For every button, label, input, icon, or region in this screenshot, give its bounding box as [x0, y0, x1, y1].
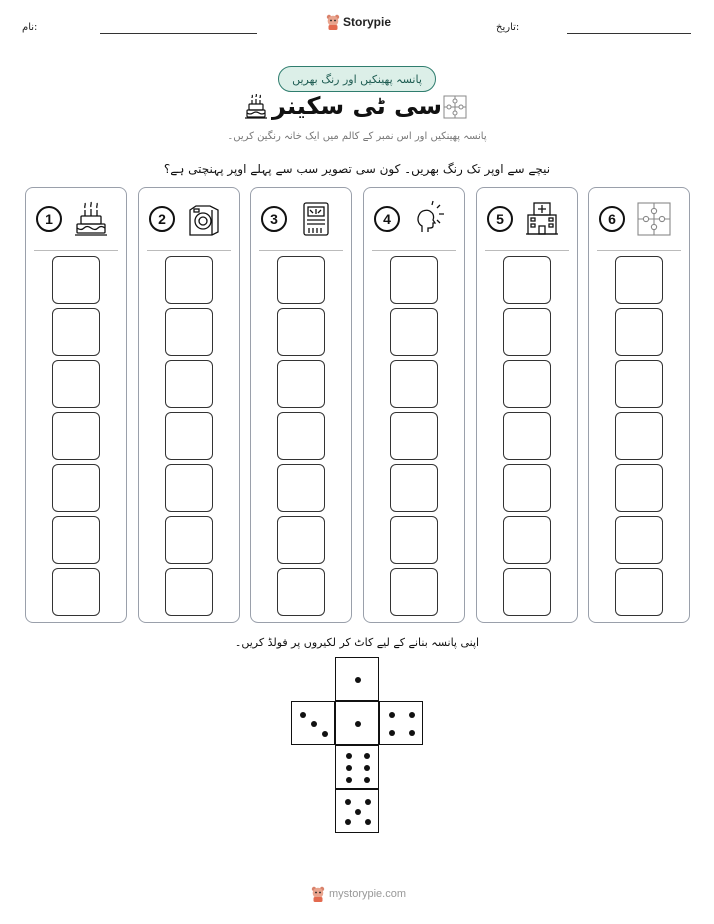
footer — [311, 886, 406, 902]
bear-mascot-icon — [326, 14, 340, 30]
color-cell[interactable] — [165, 516, 213, 564]
dice-pip — [346, 753, 352, 759]
name-label: نام: — [22, 22, 38, 33]
page-title: سی ٹی سکینر — [272, 92, 442, 120]
color-cell[interactable] — [52, 412, 100, 460]
color-cell[interactable] — [503, 568, 551, 616]
color-cell[interactable] — [390, 360, 438, 408]
hospital-icon — [523, 200, 561, 238]
color-cell[interactable] — [277, 412, 325, 460]
date-line[interactable] — [567, 33, 691, 34]
dice-pip — [365, 819, 371, 825]
color-cell[interactable] — [503, 516, 551, 564]
dice-pip — [346, 777, 352, 783]
color-cell[interactable] — [165, 568, 213, 616]
dice-pip — [364, 765, 370, 771]
color-cell[interactable] — [503, 360, 551, 408]
color-cell[interactable] — [52, 464, 100, 512]
color-cell[interactable] — [52, 516, 100, 564]
dice-face-4 — [379, 701, 423, 745]
column-6 — [588, 187, 690, 623]
dice-pip — [345, 819, 351, 825]
color-cell[interactable] — [390, 308, 438, 356]
color-cell[interactable] — [503, 308, 551, 356]
column-number: 3 — [261, 206, 287, 232]
column-divider — [372, 250, 456, 251]
color-cell[interactable] — [52, 256, 100, 304]
column-header — [26, 198, 126, 238]
color-cell[interactable] — [615, 464, 663, 512]
color-cell[interactable] — [615, 568, 663, 616]
brand-name: Storypie — [343, 15, 392, 29]
column-number: 4 — [374, 206, 400, 232]
dice-face-5 — [335, 789, 379, 833]
column-header — [477, 198, 577, 238]
dice-pip — [389, 712, 395, 718]
ct-scanner-icon — [297, 200, 335, 238]
column-divider — [597, 250, 681, 251]
dice-pip — [322, 731, 328, 737]
color-cell[interactable] — [615, 308, 663, 356]
color-cell[interactable] — [277, 464, 325, 512]
brand-logo — [326, 14, 391, 30]
dice-pip — [409, 712, 415, 718]
column-header — [364, 198, 464, 238]
color-cell[interactable] — [503, 412, 551, 460]
column-header — [139, 198, 239, 238]
puzzle-icon — [443, 95, 467, 119]
color-cell[interactable] — [615, 256, 663, 304]
dice-face-6 — [335, 745, 379, 789]
color-cell[interactable] — [165, 360, 213, 408]
color-cell[interactable] — [165, 412, 213, 460]
dice-pip — [300, 712, 306, 718]
dice-pip — [346, 765, 352, 771]
color-cell[interactable] — [165, 464, 213, 512]
dice-face-1 — [335, 657, 379, 701]
birthday-cake-icon — [72, 200, 110, 238]
dice-pip — [355, 809, 361, 815]
column-number: 5 — [487, 206, 513, 232]
column-5 — [476, 187, 578, 623]
dice-pip — [311, 721, 317, 727]
column-number: 6 — [599, 206, 625, 232]
color-cell[interactable] — [277, 516, 325, 564]
dice-pip — [355, 677, 361, 683]
color-cell[interactable] — [615, 360, 663, 408]
column-number: 1 — [36, 206, 62, 232]
color-cell[interactable] — [615, 412, 663, 460]
category-pill: پانسہ پھینکیں اور رنگ بھریں — [278, 66, 436, 92]
head-scan-icon — [410, 200, 448, 238]
camera-icon — [185, 200, 223, 238]
color-cell[interactable] — [503, 256, 551, 304]
color-cell[interactable] — [277, 360, 325, 408]
column-4 — [363, 187, 465, 623]
color-cell[interactable] — [390, 464, 438, 512]
color-cell[interactable] — [277, 308, 325, 356]
color-cell[interactable] — [503, 464, 551, 512]
dice-pip — [365, 799, 371, 805]
color-cell[interactable] — [52, 360, 100, 408]
color-cell[interactable] — [615, 516, 663, 564]
column-header — [589, 198, 689, 238]
bear-mascot-icon — [311, 886, 325, 902]
color-cell[interactable] — [165, 308, 213, 356]
color-cell[interactable] — [390, 256, 438, 304]
color-cell[interactable] — [390, 516, 438, 564]
dice-pip — [364, 777, 370, 783]
dice-pip — [409, 730, 415, 736]
color-cell[interactable] — [277, 568, 325, 616]
cut-instruction: اپنی پانسہ بنانے کے لیے کاٹ کر لکیروں پر فولڈ کریں۔ — [234, 636, 480, 649]
column-divider — [485, 250, 569, 251]
column-divider — [34, 250, 118, 251]
date-label: تاریخ: — [496, 22, 520, 33]
dice-pip — [355, 721, 361, 727]
question-text: نیچے سے اوپر تک رنگ بھریں۔ کون سی تصویر سب سے پہلے اوپر پہنچتی ہے؟ — [163, 162, 551, 176]
color-cell[interactable] — [277, 256, 325, 304]
dice-pip — [364, 753, 370, 759]
column-number: 2 — [149, 206, 175, 232]
column-divider — [259, 250, 343, 251]
dice-pip — [389, 730, 395, 736]
column-3 — [250, 187, 352, 623]
subtitle: پانسہ پھینکیں اور اس نمبر کے کالم میں ایک خانہ رنگین کریں۔ — [227, 131, 487, 142]
footer-url[interactable]: mystorypie.com — [329, 888, 407, 900]
dice-face-1 — [335, 701, 379, 745]
column-header — [251, 198, 351, 238]
color-cell[interactable] — [52, 568, 100, 616]
dice-face-3 — [291, 701, 335, 745]
dice-pip — [345, 799, 351, 805]
color-cell[interactable] — [165, 256, 213, 304]
puzzle-icon — [635, 200, 673, 238]
name-line[interactable] — [100, 33, 257, 34]
column-1 — [25, 187, 127, 623]
color-cell[interactable] — [52, 308, 100, 356]
column-2 — [138, 187, 240, 623]
column-divider — [147, 250, 231, 251]
color-cell[interactable] — [390, 568, 438, 616]
color-cell[interactable] — [390, 412, 438, 460]
